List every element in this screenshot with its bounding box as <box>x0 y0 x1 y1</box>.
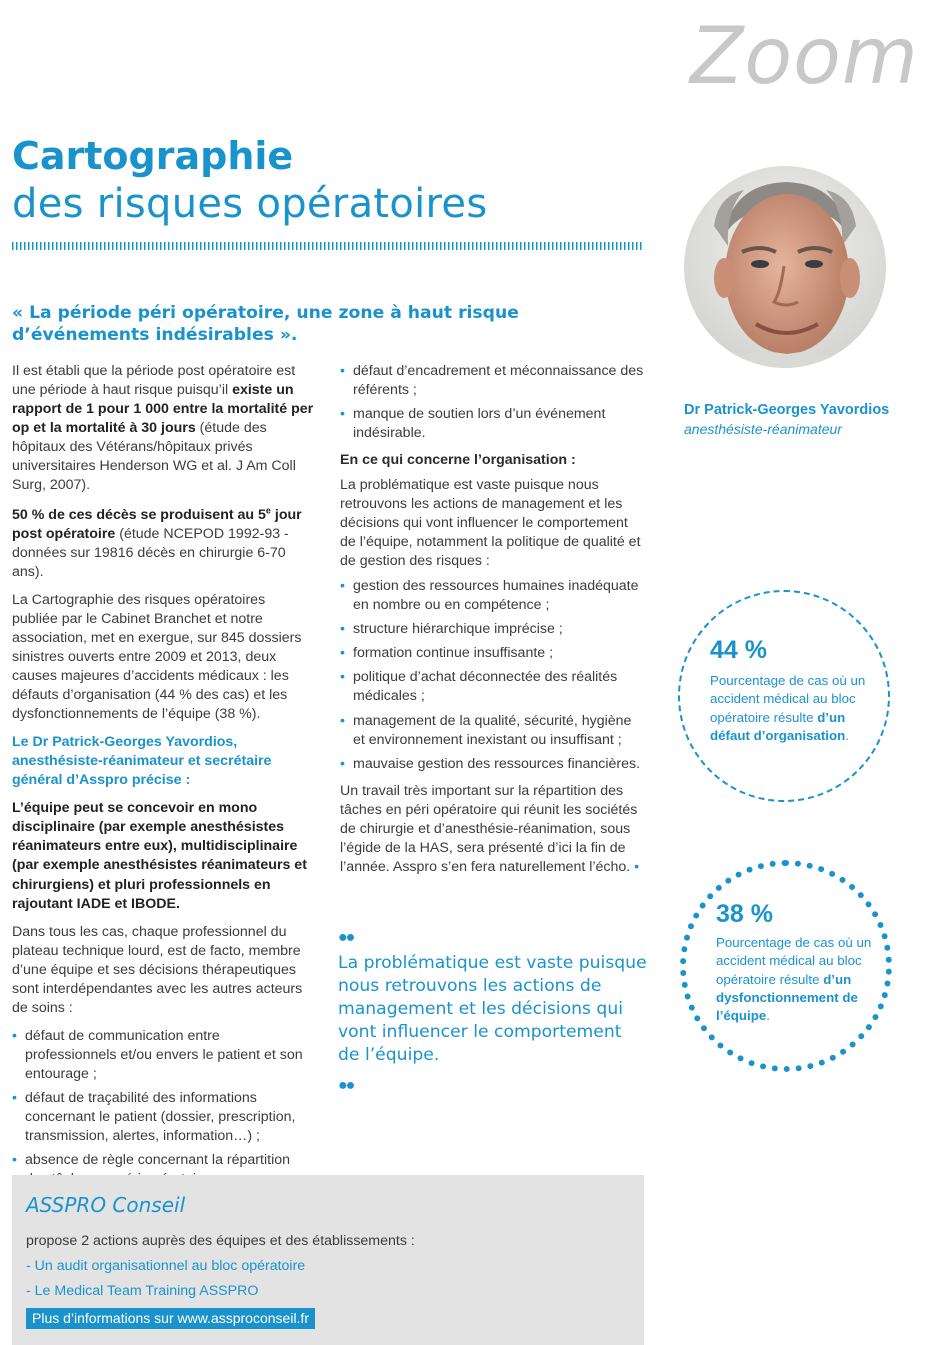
text-span: Un travail très important sur la répartition des tâches en péri opératoire qui réunit les sociétés de chirurgie et d’anesthésie-réanimation, sous l’égide de la HAS, sera présenté d’ici la fin de l’année. Asspro s’en fera naturellement l’écho. <box>340 782 638 875</box>
bullet-list <box>340 362 644 443</box>
action-item: - Le Medical Team Training ASSPRO <box>26 1283 259 1299</box>
stat-value: 38 % <box>716 900 773 928</box>
stat-value: 44 % <box>710 636 767 664</box>
section-subhead: En ce qui concerne l’organisation : <box>340 452 576 469</box>
action-item: - Un audit organisationnel au bloc opératoire <box>26 1258 306 1274</box>
list-item: • manque de soutien lors d’un événement indésirable. <box>340 405 644 443</box>
emphasis: d’un dysfonctionnement de l’équipe <box>716 971 858 1024</box>
asspro-conseil-box <box>12 1175 644 1345</box>
speaker-intro: Le Dr Patrick-Georges Yavordios, anesthésiste-réanimateur et secrétaire général d’Asspro précise : <box>12 734 272 789</box>
article-column-1 <box>12 362 314 1197</box>
stat-description <box>716 934 878 1026</box>
text-span: jour post opératoire <box>12 506 302 542</box>
pull-quote: La problématique est vaste puisque nous retrouvons les actions de management et les décisions qui vont influencer le comportement de l’équipe. <box>338 953 647 1065</box>
list-item: • politique d’achat déconnectée des réalités médicales ; <box>340 668 644 706</box>
box-title: ASSPRO Conseil <box>26 1193 186 1217</box>
list-item: • management de la qualité, sécurité, hygiène et environnement inexistant ou insuffisant ; <box>340 712 644 750</box>
list-item: • absence de règle concernant la répartition <box>12 1151 314 1189</box>
emphasis: L’équipe peut se concevoir en mono disciplinaire (par exemple anesthésistes réanimateurs entre eux), multidisciplinaire (par exemple anesthésistes réanimateurs et chirurgiens) et pluri professionnels en rajoutant IADE et IBODE. <box>12 800 307 912</box>
paragraph: La Cartographie des risques opératoires publiée par le Cabinet Branchet et notre association, met en exergue, sur 845 dossiers sinistres ouverts entre 2009 et 2013, deux causes majeures d’accidents médicaux : les défauts d’organisation (44 % des cas) et les dysfonctionnements de l’équipe (38 %). <box>12 592 302 723</box>
paragraph <box>12 362 314 495</box>
paragraph <box>340 782 644 877</box>
text-span: (étude NCEPOD 1992-93 - données sur 19816 décès en chirurgie 6-70 ans). <box>12 525 289 581</box>
list-item: • défaut d’encadrement et méconnaissance des référents ; <box>340 362 644 400</box>
list-item: • défaut de traçabilité des informations concernant le patient (dossier, prescription, transmission, alertes, information…) ; <box>12 1089 314 1146</box>
text-span: Il est établi que la période post opératoire est une période à haut risque puisqu’il <box>12 363 296 399</box>
title-divider <box>12 242 644 250</box>
paragraph <box>12 799 314 913</box>
text-span: 50 % de ces décès se produisent au 5 <box>12 506 266 523</box>
website-link[interactable]: Plus d’informations sur www.assproconseil.fr <box>26 1308 315 1329</box>
quote-dots-top: ●● <box>338 929 354 946</box>
end-mark: • <box>630 858 640 875</box>
text-span: . <box>845 728 849 744</box>
quote-dots-bottom: ●● <box>338 1077 354 1094</box>
paragraph: Dans tous les cas, chaque professionnel du plateau technique lourd, est de facto, membre d’une équipe et ses décisions thérapeutiques sont interdépendantes avec les autres acteurs de soins : <box>12 923 303 1016</box>
emphasis: existe un rapport de 1 pour 1 000 entre la mortalité per op et la mortalité à 30 jours <box>12 382 314 437</box>
stat-circle-organisation <box>678 590 890 802</box>
author-role: anesthésiste-réanimateur <box>684 421 842 437</box>
bullet-list <box>12 1027 314 1189</box>
list-item: • formation continue insuffisante ; <box>340 644 644 663</box>
emphasis: d’un défaut d’organisation <box>710 709 846 744</box>
text-span: (étude des hôpitaux des Vétérans/hôpitaux privés universitaires Henderson WG et al. J Am Coll Surg, 2007). <box>12 420 296 494</box>
paragraph <box>12 504 314 582</box>
superscript: e <box>265 505 271 516</box>
list-item: • gestion des ressources humaines inadéquate en nombre ou en compétence ; <box>340 577 644 615</box>
page-subtitle: des risques opératoires <box>12 181 488 227</box>
list-item: • mauvaise gestion des ressources financières. <box>340 755 644 774</box>
list-item: • défaut de communication entre professionnels et/ou envers le patient et son entourage ; <box>12 1027 314 1084</box>
paragraph: La problématique est vaste puisque nous retrouvons les actions de management et les décisions qui vont influencer le comportement de l’équipe, notamment la politique de qualité et de gestion des risques : <box>340 477 641 570</box>
section-label: Zoom <box>690 12 919 102</box>
author-name: Dr Patrick-Georges Yavordios <box>684 402 890 418</box>
lead-quote: « La période péri opératoire, une zone à haut risque d’événements indésirables ». <box>12 303 519 346</box>
text-span: . <box>766 1008 770 1024</box>
stat-circle-team <box>680 860 892 1072</box>
page-title: Cartographie <box>12 134 294 178</box>
portrait-image <box>684 166 886 368</box>
text-span: Pourcentage de cas où un accident médical au bloc opératoire résulte <box>716 935 872 987</box>
box-intro: propose 2 actions auprès des équipes et des établissements : <box>26 1233 415 1249</box>
article-column-2 <box>340 362 644 886</box>
list-item: • structure hiérarchique imprécise ; <box>340 620 644 639</box>
stat-description <box>710 672 878 745</box>
author-portrait <box>684 166 886 368</box>
text-span: Pourcentage de cas où un accident médical au bloc opératoire résulte <box>710 673 866 725</box>
bullet-list <box>340 577 644 773</box>
